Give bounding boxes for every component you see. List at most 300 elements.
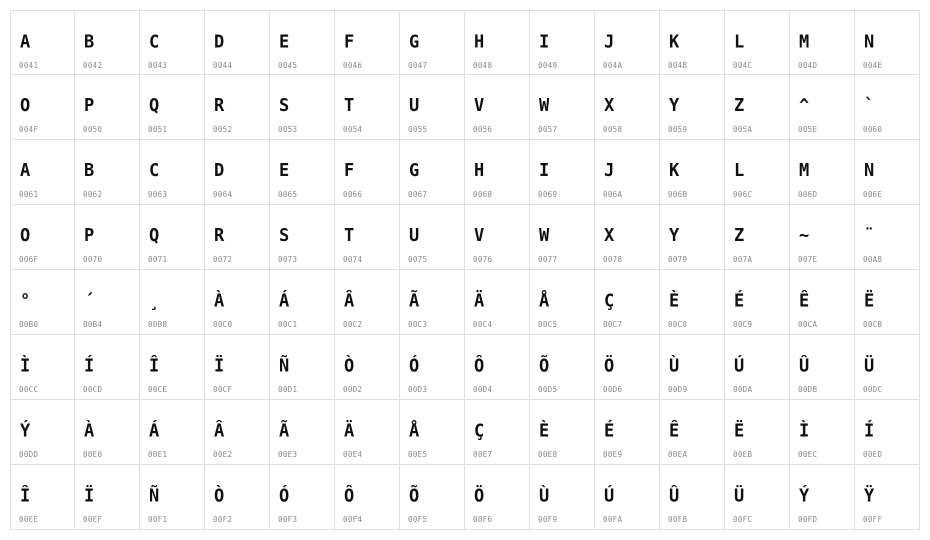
glyph-cell[interactable] (140, 400, 205, 465)
glyph-codepoint: 00F5 (408, 515, 428, 524)
glyph-character: S (279, 225, 290, 247)
glyph-cell[interactable] (855, 10, 920, 75)
glyph-codepoint: 00E7 (473, 450, 493, 459)
glyph-codepoint: 0075 (408, 255, 428, 264)
glyph-cell[interactable] (400, 465, 465, 530)
glyph-cell[interactable] (595, 465, 660, 530)
glyph-codepoint: 0049 (538, 61, 558, 70)
glyph-character: J (604, 160, 615, 182)
glyph-codepoint: 007A (733, 255, 753, 264)
glyph-cell[interactable] (205, 75, 270, 140)
glyph-codepoint: 0077 (538, 255, 558, 264)
glyph-cell[interactable] (75, 75, 140, 140)
glyph-cell[interactable] (205, 335, 270, 400)
glyph-character: Ä (344, 420, 355, 442)
glyph-codepoint: 00EA (668, 450, 688, 459)
glyph-character: S (279, 95, 290, 117)
glyph-character: Õ (409, 485, 420, 507)
glyph-grid (10, 10, 920, 530)
glyph-cell[interactable] (205, 465, 270, 530)
glyph-character: Ë (864, 290, 875, 312)
glyph-character: Ê (669, 420, 680, 442)
glyph-character: Ù (669, 355, 680, 377)
glyph-character: Ï (84, 485, 95, 507)
glyph-cell[interactable] (595, 335, 660, 400)
glyph-codepoint: 0064 (213, 190, 233, 199)
glyph-cell[interactable] (465, 205, 530, 270)
glyph-cell[interactable] (75, 140, 140, 205)
glyph-cell[interactable] (725, 465, 790, 530)
glyph-character: U (409, 225, 420, 247)
glyph-character: Ì (20, 355, 31, 377)
glyph-codepoint: 00FF (863, 515, 883, 524)
glyph-cell[interactable] (855, 270, 920, 335)
glyph-cell[interactable] (530, 400, 595, 465)
glyph-codepoint: 00F2 (213, 515, 233, 524)
glyph-codepoint: 00EE (19, 515, 39, 524)
glyph-character: F (344, 31, 355, 53)
glyph-character: Û (799, 355, 810, 377)
glyph-codepoint: 0045 (278, 61, 298, 70)
glyph-codepoint: 005A (733, 125, 753, 134)
glyph-codepoint: 0069 (538, 190, 558, 199)
glyph-codepoint: 00DB (798, 385, 818, 394)
glyph-cell[interactable] (530, 335, 595, 400)
glyph-codepoint: 00CD (83, 385, 103, 394)
glyph-codepoint: 00C9 (733, 320, 753, 329)
glyph-character: Ò (214, 485, 225, 507)
glyph-codepoint: 00EC (798, 450, 818, 459)
glyph-cell[interactable] (400, 335, 465, 400)
glyph-cell[interactable] (335, 465, 400, 530)
glyph-character: ´ (84, 290, 95, 312)
glyph-character: Ë (734, 420, 745, 442)
glyph-cell[interactable] (465, 270, 530, 335)
glyph-codepoint: 00C3 (408, 320, 428, 329)
glyph-codepoint: 00F3 (278, 515, 298, 524)
glyph-character: Y (669, 225, 680, 247)
glyph-cell[interactable] (270, 400, 335, 465)
glyph-cell[interactable] (855, 400, 920, 465)
glyph-character: É (604, 420, 615, 442)
glyph-codepoint: 0074 (343, 255, 363, 264)
glyph-cell[interactable] (660, 10, 725, 75)
glyph-codepoint: 0079 (668, 255, 688, 264)
glyph-character: Ý (799, 485, 810, 507)
glyph-cell[interactable] (595, 205, 660, 270)
glyph-character: L (734, 31, 745, 53)
glyph-character: ¨ (864, 225, 875, 247)
glyph-character: Â (344, 290, 355, 312)
glyph-codepoint: 004F (19, 125, 39, 134)
glyph-character: Ú (604, 485, 615, 507)
glyph-codepoint: 00D2 (343, 385, 363, 394)
glyph-codepoint: 006C (733, 190, 753, 199)
glyph-character: Î (149, 355, 160, 377)
glyph-character: M (799, 31, 810, 53)
glyph-character: W (539, 225, 550, 247)
glyph-character: O (20, 225, 31, 247)
glyph-codepoint: 00D6 (603, 385, 623, 394)
glyph-character: P (84, 95, 95, 117)
glyph-character: ¸ (149, 290, 160, 312)
glyph-cell[interactable] (335, 270, 400, 335)
glyph-codepoint: 006D (798, 190, 818, 199)
glyph-character: W (539, 95, 550, 117)
glyph-character: Ÿ (864, 485, 875, 507)
glyph-character: ^ (799, 95, 810, 117)
glyph-codepoint: 0066 (343, 190, 363, 199)
glyph-cell[interactable] (660, 270, 725, 335)
glyph-character: V (474, 225, 485, 247)
glyph-character: J (604, 31, 615, 53)
glyph-codepoint: 0050 (83, 125, 103, 134)
glyph-character: Ì (799, 420, 810, 442)
glyph-cell[interactable] (270, 270, 335, 335)
glyph-character: ~ (799, 225, 810, 247)
glyph-cell[interactable] (465, 140, 530, 205)
glyph-cell[interactable] (790, 75, 855, 140)
glyph-cell[interactable] (335, 335, 400, 400)
glyph-cell[interactable] (205, 205, 270, 270)
glyph-cell[interactable] (595, 140, 660, 205)
glyph-character: Ý (20, 420, 31, 442)
glyph-codepoint: 0073 (278, 255, 298, 264)
glyph-codepoint: 0044 (213, 61, 233, 70)
glyph-character: N (864, 160, 875, 182)
glyph-cell[interactable] (400, 205, 465, 270)
glyph-cell[interactable] (140, 10, 205, 75)
glyph-codepoint: 0070 (83, 255, 103, 264)
glyph-codepoint: 00FB (668, 515, 688, 524)
glyph-cell[interactable] (270, 10, 335, 75)
glyph-cell[interactable] (270, 465, 335, 530)
glyph-cell[interactable] (140, 75, 205, 140)
glyph-character: Ô (474, 355, 485, 377)
glyph-codepoint: 006A (603, 190, 623, 199)
glyph-cell[interactable] (790, 270, 855, 335)
glyph-character: G (409, 160, 420, 182)
glyph-cell[interactable] (725, 10, 790, 75)
glyph-cell[interactable] (10, 75, 75, 140)
glyph-cell[interactable] (75, 10, 140, 75)
glyph-codepoint: 0062 (83, 190, 103, 199)
glyph-character: Ç (474, 420, 485, 442)
glyph-character: À (84, 420, 95, 442)
glyph-character: R (214, 95, 225, 117)
glyph-character: Z (734, 95, 745, 117)
glyph-cell[interactable] (660, 400, 725, 465)
glyph-cell[interactable] (595, 10, 660, 75)
glyph-codepoint: 0078 (603, 255, 623, 264)
glyph-character: Á (279, 290, 290, 312)
glyph-codepoint: 00F1 (148, 515, 168, 524)
glyph-cell[interactable] (660, 205, 725, 270)
glyph-codepoint: 0048 (473, 61, 493, 70)
glyph-cell[interactable] (790, 205, 855, 270)
glyph-codepoint: 004A (603, 61, 623, 70)
glyph-cell[interactable] (855, 465, 920, 530)
glyph-character: K (669, 160, 680, 182)
glyph-codepoint: 0052 (213, 125, 233, 134)
glyph-character: D (214, 31, 225, 53)
glyph-cell[interactable] (465, 465, 530, 530)
glyph-codepoint: 0053 (278, 125, 298, 134)
glyph-cell[interactable] (335, 140, 400, 205)
glyph-cell[interactable] (855, 335, 920, 400)
glyph-codepoint: 00E8 (538, 450, 558, 459)
glyph-cell[interactable] (725, 270, 790, 335)
glyph-cell[interactable] (140, 465, 205, 530)
glyph-codepoint: 0051 (148, 125, 168, 134)
glyph-codepoint: 00CB (863, 320, 883, 329)
glyph-cell[interactable] (205, 10, 270, 75)
glyph-cell[interactable] (790, 10, 855, 75)
glyph-codepoint: 004C (733, 61, 753, 70)
glyph-cell[interactable] (790, 400, 855, 465)
glyph-cell[interactable] (10, 465, 75, 530)
glyph-character: Ê (799, 290, 810, 312)
glyph-codepoint: 00C1 (278, 320, 298, 329)
glyph-character: Å (409, 420, 420, 442)
glyph-cell[interactable] (10, 205, 75, 270)
glyph-cell[interactable] (725, 75, 790, 140)
glyph-cell[interactable] (205, 140, 270, 205)
glyph-codepoint: 0057 (538, 125, 558, 134)
glyph-character: Ñ (279, 355, 290, 377)
glyph-cell[interactable] (205, 400, 270, 465)
glyph-codepoint: 0058 (603, 125, 623, 134)
glyph-codepoint: 0065 (278, 190, 298, 199)
glyph-cell[interactable] (660, 465, 725, 530)
glyph-codepoint: 00E5 (408, 450, 428, 459)
glyph-codepoint: 00D4 (473, 385, 493, 394)
glyph-character: R (214, 225, 225, 247)
glyph-cell[interactable] (140, 140, 205, 205)
glyph-codepoint: 00DA (733, 385, 753, 394)
glyph-codepoint: 0071 (148, 255, 168, 264)
glyph-codepoint: 00D1 (278, 385, 298, 394)
glyph-character: Â (214, 420, 225, 442)
glyph-cell[interactable] (465, 75, 530, 140)
glyph-character: Ã (279, 420, 290, 442)
glyph-codepoint: 00CA (798, 320, 818, 329)
glyph-character: T (344, 95, 355, 117)
glyph-character: Z (734, 225, 745, 247)
glyph-codepoint: 00F4 (343, 515, 363, 524)
glyph-cell[interactable] (855, 140, 920, 205)
glyph-cell[interactable] (530, 10, 595, 75)
glyph-codepoint: 00FA (603, 515, 623, 524)
glyph-codepoint: 00CC (19, 385, 39, 394)
glyph-character: Y (669, 95, 680, 117)
glyph-codepoint: 0063 (148, 190, 168, 199)
glyph-cell[interactable] (855, 205, 920, 270)
glyph-cell[interactable] (400, 75, 465, 140)
glyph-character: N (864, 31, 875, 53)
glyph-character: Ñ (149, 485, 160, 507)
glyph-codepoint: 00DD (19, 450, 39, 459)
glyph-codepoint: 004D (798, 61, 818, 70)
glyph-codepoint: 0072 (213, 255, 233, 264)
glyph-cell[interactable] (140, 270, 205, 335)
glyph-codepoint: 0061 (19, 190, 39, 199)
glyph-character: G (409, 31, 420, 53)
glyph-cell[interactable] (75, 270, 140, 335)
glyph-cell[interactable] (400, 10, 465, 75)
glyph-character: C (149, 160, 160, 182)
glyph-character: M (799, 160, 810, 182)
glyph-cell[interactable] (530, 465, 595, 530)
glyph-character: A (20, 160, 31, 182)
glyph-character: Ã (409, 290, 420, 312)
glyph-character: Ç (604, 290, 615, 312)
glyph-character: Q (149, 95, 160, 117)
glyph-codepoint: 00EB (733, 450, 753, 459)
glyph-codepoint: 00C2 (343, 320, 363, 329)
glyph-character: É (734, 290, 745, 312)
glyph-cell[interactable] (530, 140, 595, 205)
glyph-cell[interactable] (335, 75, 400, 140)
glyph-cell[interactable] (140, 205, 205, 270)
glyph-cell[interactable] (465, 335, 530, 400)
glyph-cell[interactable] (725, 140, 790, 205)
glyph-cell[interactable] (595, 75, 660, 140)
glyph-character: I (539, 31, 550, 53)
glyph-character: Ò (344, 355, 355, 377)
glyph-character: A (20, 31, 31, 53)
glyph-cell[interactable] (75, 205, 140, 270)
glyph-character: Û (669, 485, 680, 507)
glyph-cell[interactable] (400, 140, 465, 205)
glyph-character: Ù (539, 485, 550, 507)
glyph-cell[interactable] (595, 400, 660, 465)
glyph-codepoint: 00E3 (278, 450, 298, 459)
glyph-codepoint: 00FC (733, 515, 753, 524)
glyph-codepoint: 00F9 (538, 515, 558, 524)
glyph-cell[interactable] (530, 205, 595, 270)
glyph-character: X (604, 225, 615, 247)
glyph-character: X (604, 95, 615, 117)
glyph-character: Ï (214, 355, 225, 377)
glyph-character: ` (864, 95, 875, 117)
glyph-cell[interactable] (75, 400, 140, 465)
glyph-cell[interactable] (270, 205, 335, 270)
glyph-character: Ó (279, 485, 290, 507)
glyph-cell[interactable] (660, 335, 725, 400)
glyph-cell[interactable] (335, 205, 400, 270)
glyph-cell[interactable] (270, 335, 335, 400)
glyph-cell[interactable] (10, 140, 75, 205)
glyph-character: Ö (604, 355, 615, 377)
glyph-codepoint: 0042 (83, 61, 103, 70)
glyph-character: Ö (474, 485, 485, 507)
glyph-codepoint: 006F (19, 255, 39, 264)
glyph-character: Á (149, 420, 160, 442)
glyph-cell[interactable] (335, 10, 400, 75)
glyph-character: H (474, 31, 485, 53)
glyph-cell[interactable] (10, 270, 75, 335)
glyph-codepoint: 00C7 (603, 320, 623, 329)
glyph-codepoint: 0055 (408, 125, 428, 134)
glyph-cell[interactable] (725, 205, 790, 270)
glyph-character: L (734, 160, 745, 182)
glyph-character: O (20, 95, 31, 117)
glyph-codepoint: 00B0 (19, 320, 39, 329)
glyph-codepoint: 00E1 (148, 450, 168, 459)
glyph-cell[interactable] (335, 400, 400, 465)
glyph-cell[interactable] (790, 465, 855, 530)
glyph-codepoint: 0068 (473, 190, 493, 199)
glyph-character: B (84, 31, 95, 53)
glyph-character: D (214, 160, 225, 182)
glyph-codepoint: 0060 (863, 125, 883, 134)
glyph-character: B (84, 160, 95, 182)
glyph-codepoint: 00B8 (148, 320, 168, 329)
glyph-cell[interactable] (725, 335, 790, 400)
glyph-codepoint: 00CE (148, 385, 168, 394)
glyph-character: ° (20, 290, 31, 312)
glyph-character: Ü (734, 485, 745, 507)
glyph-codepoint: 00B4 (83, 320, 103, 329)
glyph-codepoint: 00F6 (473, 515, 493, 524)
glyph-cell[interactable] (400, 400, 465, 465)
glyph-codepoint: 00CF (213, 385, 233, 394)
glyph-cell[interactable] (465, 400, 530, 465)
glyph-cell[interactable] (10, 10, 75, 75)
glyph-codepoint: 00A8 (863, 255, 883, 264)
glyph-cell[interactable] (400, 270, 465, 335)
glyph-codepoint: 00E4 (343, 450, 363, 459)
glyph-cell[interactable] (10, 400, 75, 465)
glyph-character: Í (84, 355, 95, 377)
glyph-codepoint: 0059 (668, 125, 688, 134)
glyph-character: Î (20, 485, 31, 507)
glyph-cell[interactable] (855, 75, 920, 140)
glyph-codepoint: 00FD (798, 515, 818, 524)
glyph-cell[interactable] (270, 140, 335, 205)
glyph-cell[interactable] (595, 270, 660, 335)
glyph-codepoint: 006E (863, 190, 883, 199)
glyph-cell[interactable] (790, 140, 855, 205)
glyph-cell[interactable] (205, 270, 270, 335)
glyph-cell[interactable] (530, 270, 595, 335)
glyph-cell[interactable] (270, 75, 335, 140)
glyph-character: U (409, 95, 420, 117)
glyph-codepoint: 00E2 (213, 450, 233, 459)
glyph-cell[interactable] (140, 335, 205, 400)
glyph-cell[interactable] (530, 75, 595, 140)
glyph-codepoint: 0054 (343, 125, 363, 134)
glyph-character: Í (864, 420, 875, 442)
glyph-cell[interactable] (10, 335, 75, 400)
glyph-codepoint: 00C4 (473, 320, 493, 329)
glyph-cell[interactable] (725, 400, 790, 465)
glyph-cell[interactable] (660, 75, 725, 140)
glyph-codepoint: 006B (668, 190, 688, 199)
glyph-codepoint: 0046 (343, 61, 363, 70)
glyph-cell[interactable] (75, 465, 140, 530)
glyph-character: À (214, 290, 225, 312)
glyph-codepoint: 00ED (863, 450, 883, 459)
glyph-cell[interactable] (790, 335, 855, 400)
glyph-codepoint: 0047 (408, 61, 428, 70)
glyph-cell[interactable] (465, 10, 530, 75)
glyph-cell[interactable] (75, 335, 140, 400)
glyph-cell[interactable] (660, 140, 725, 205)
glyph-codepoint: 00C5 (538, 320, 558, 329)
glyph-character: Õ (539, 355, 550, 377)
